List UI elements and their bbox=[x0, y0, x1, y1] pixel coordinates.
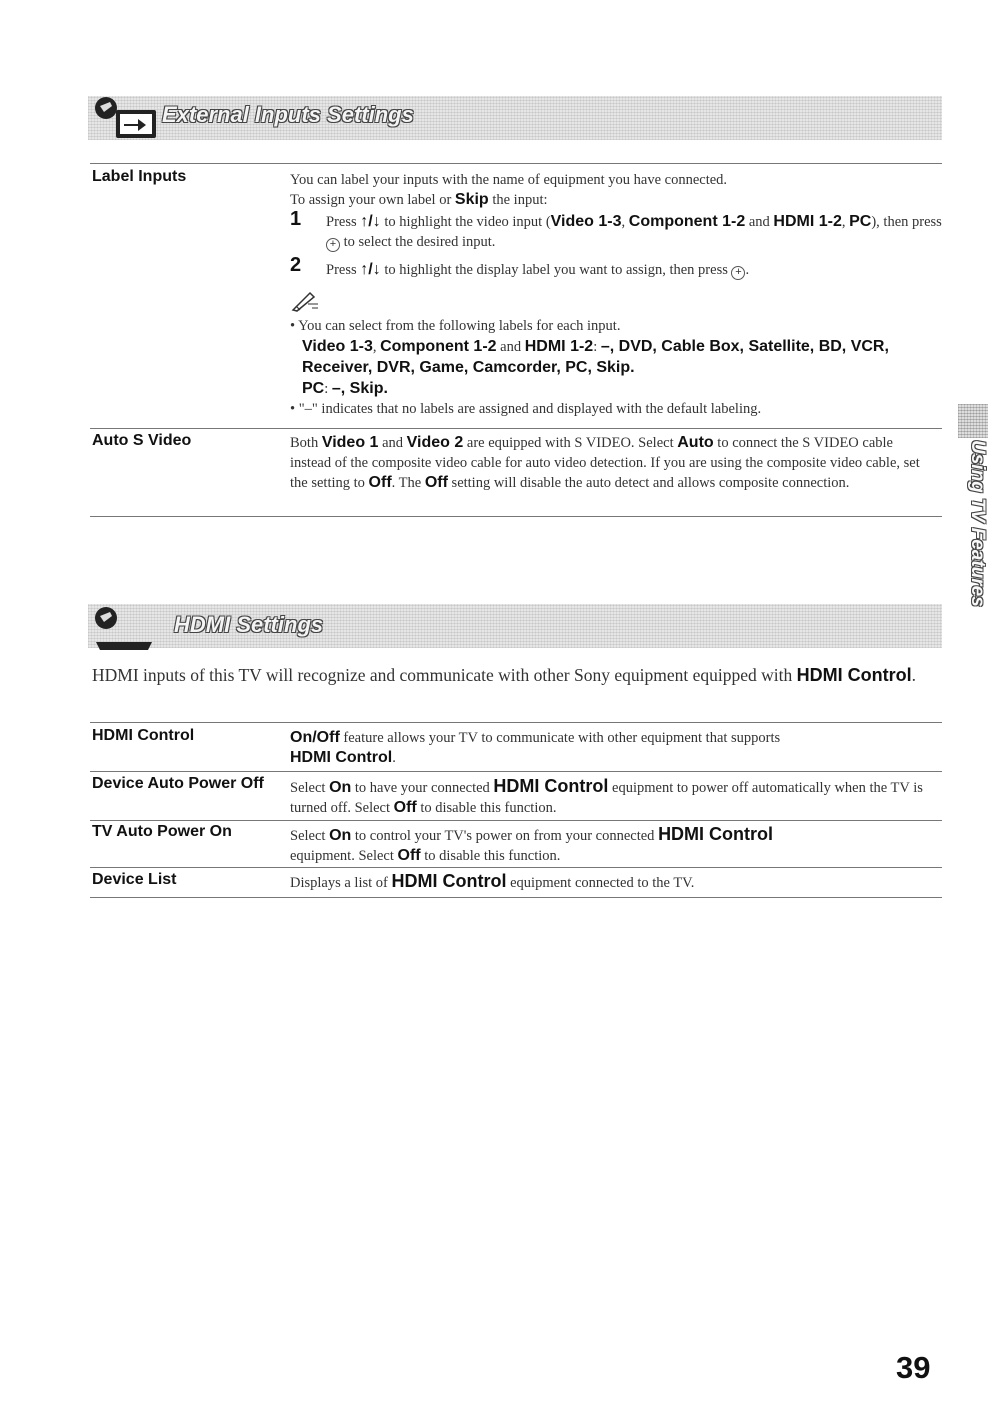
divider bbox=[90, 897, 942, 898]
device-auto-power-off-term: Device Auto Power Off bbox=[92, 775, 264, 792]
label-options-line: Video 1-3, Component 1-2 and HDMI 1-2: –, DVD, Cable Box, Satellite, BD, VCR, Receiver, DVR, Game, Camcorder, PC, Skip. bbox=[302, 338, 889, 376]
device-list-term: Device List bbox=[92, 871, 177, 888]
external-input-settings-icon bbox=[90, 94, 162, 146]
divider bbox=[90, 722, 942, 723]
tv-auto-power-on-term: TV Auto Power On bbox=[92, 823, 232, 840]
divider bbox=[90, 771, 942, 772]
section-title: HDMI Settings bbox=[174, 612, 324, 637]
label-inputs-line2: To assign your own label or Skip the input: bbox=[290, 191, 548, 208]
hdmi-control-description: On/Off feature allows your TV to communicate with other equipment that supports HDMI Control. bbox=[290, 729, 781, 766]
chapter-tab-label: Using TV Features bbox=[967, 440, 988, 607]
step-1-text: Press ↑/↓ to highlight the video input (Video 1-3, Component 1-2 and HDMI 1-2, PC), then press + to select the desired input. bbox=[326, 213, 942, 250]
divider bbox=[90, 163, 942, 164]
page-number: 39 bbox=[896, 1350, 931, 1385]
device-list-description: Displays a list of HDMI Control equipment connected to the TV. bbox=[290, 871, 695, 891]
note-line: • "–" indicates that no labels are assigned and displayed with the default labeling. bbox=[290, 401, 762, 417]
divider bbox=[90, 820, 942, 821]
pc-label-options-line: PC: –, Skip. bbox=[302, 380, 388, 397]
step-number: 1 bbox=[290, 208, 302, 230]
enter-button-icon: + bbox=[731, 266, 745, 280]
label-inputs-notes bbox=[290, 316, 930, 419]
section-title: External Inputs Settings bbox=[162, 102, 414, 127]
divider bbox=[90, 516, 942, 517]
hdmi-intro: HDMI inputs of this TV will recognize and communicate with other Sony equipment equipped with HDMI Control. bbox=[92, 665, 916, 685]
enter-button-icon: + bbox=[326, 238, 340, 252]
chapter-tab-marker bbox=[958, 404, 988, 438]
hdmi-settings-icon bbox=[90, 602, 162, 654]
step-2-text: Press ↑/↓ to highlight the display label you want to assign, then press + . bbox=[326, 261, 750, 278]
divider bbox=[90, 428, 942, 429]
label-inputs-description bbox=[290, 170, 940, 210]
label-inputs-line1: You can label your inputs with the name of equipment you have connected. bbox=[290, 172, 728, 188]
divider bbox=[90, 867, 942, 868]
auto-s-video-description: Both Video 1 and Video 2 are equipped with S VIDEO. Select Auto to connect the S VIDEO cable instead of the composite video cable for auto video detection. If you are using the composite video cable, set the setting to Off. The Off setting will disable the auto detect and allows composite connection. bbox=[290, 434, 920, 491]
external-inputs-header bbox=[88, 96, 942, 140]
auto-s-video-term: Auto S Video bbox=[92, 432, 192, 449]
label-inputs-term: Label Inputs bbox=[92, 168, 187, 185]
hdmi-control-term: HDMI Control bbox=[92, 727, 195, 744]
step-number: 2 bbox=[290, 254, 302, 276]
note-line: • You can select from the following labels for each input. bbox=[290, 318, 621, 334]
note-pencil-icon bbox=[290, 290, 320, 312]
hdmi-settings-header bbox=[88, 604, 942, 648]
device-auto-power-off-description: Select On to have your connected HDMI Control equipment to power off automatically when the TV is turned off. Select Off to disable this function. bbox=[290, 776, 923, 816]
tv-auto-power-on-description: Select On to control your TV's power on from your connected HDMI Control equipment. Select Off to disable this function. bbox=[290, 824, 774, 864]
